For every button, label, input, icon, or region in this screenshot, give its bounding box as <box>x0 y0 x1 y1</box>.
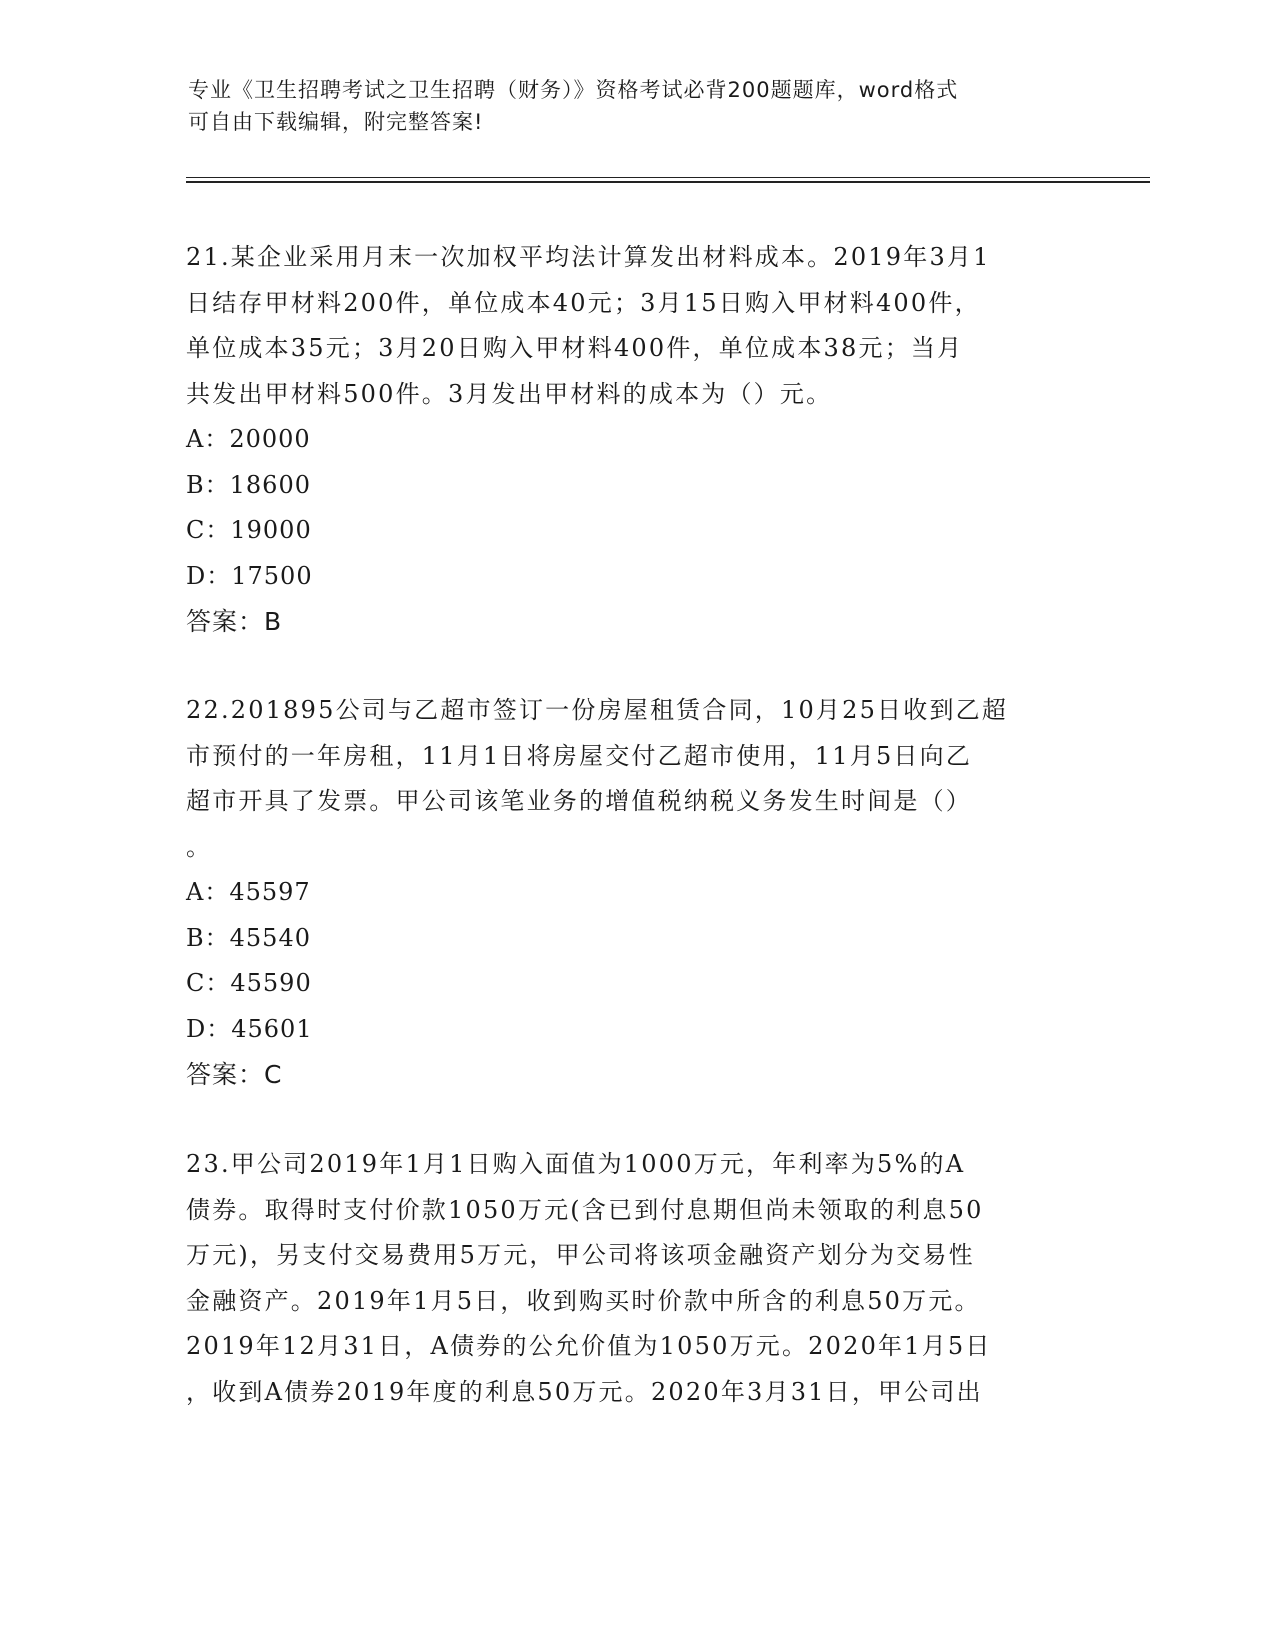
header-divider-thin <box>186 177 1150 178</box>
answer-line: 答案：C <box>186 1060 283 1089</box>
stem-line: 超市开具了发票。甲公司该笔业务的增值税纳税义务发生时间是（） <box>186 787 972 815</box>
header-line-2: 可自由下载编辑，附完整答案! <box>188 110 484 134</box>
stem-line: 2019年12月31日，A债券的公允价值为1050万元。2020年1月5日 <box>186 1332 992 1360</box>
stem-line: 市预付的一年房租，11月1日将房屋交付乙超市使用，11月5日向乙 <box>186 741 973 770</box>
document-header <box>188 74 1068 138</box>
stem-line: 债券。取得时支付价款1050万元(含已到付息期但尚未领取的利息50 <box>186 1195 984 1224</box>
option-a: A：20000 <box>186 425 311 453</box>
stem-line: 单位成本35元；3月20日购入甲材料400件，单位成本38元；当月 <box>186 334 964 362</box>
option-b: B：45540 <box>186 923 311 952</box>
option-d: D：45601 <box>186 1014 313 1043</box>
stem-line: 22.201895公司与乙超市签订一份房屋租赁合同，10月25日收到乙超 <box>186 696 1009 724</box>
option-c: C：19000 <box>186 516 312 544</box>
stem-line: 21.某企业采用月末一次加权平均法计算发出材料成本。2019年3月1 <box>186 243 991 271</box>
header-line-1: 专业《卫生招聘考试之卫生招聘（财务）》资格考试必背200题题库，word格式 <box>188 78 959 102</box>
question-23 <box>186 1142 1086 1415</box>
question-stem <box>186 688 1086 870</box>
question-21 <box>186 235 1086 645</box>
option-d: D：17500 <box>186 561 313 590</box>
option-a: A：45597 <box>186 878 311 906</box>
stem-line: 23.甲公司2019年1月1日购入面值为1000万元，年利率为5%的A <box>186 1150 966 1178</box>
stem-line: 日结存甲材料200件，单位成本40元；3月15日购入甲材料400件， <box>186 288 981 317</box>
stem-line: 。 <box>186 832 213 861</box>
option-b: B：18600 <box>186 470 311 499</box>
stem-line: 万元)，另支付交易费用5万元，甲公司将该项金融资产划分为交易性 <box>186 1241 975 1269</box>
stem-line: 共发出甲材料500件。3月发出甲材料的成本为（）元。 <box>186 379 833 408</box>
header-divider-thick <box>186 181 1150 183</box>
answer-line: 答案：B <box>186 607 283 636</box>
stem-line: 金融资产。2019年1月5日，收到购买时价款中所含的利息50万元。 <box>186 1286 981 1315</box>
question-stem <box>186 235 1086 417</box>
option-c: C：45590 <box>186 969 312 997</box>
question-22 <box>186 688 1086 1098</box>
stem-line: ，收到A债券2019年度的利息50万元。2020年3月31日，甲公司出 <box>186 1377 983 1406</box>
question-stem <box>186 1142 1086 1415</box>
